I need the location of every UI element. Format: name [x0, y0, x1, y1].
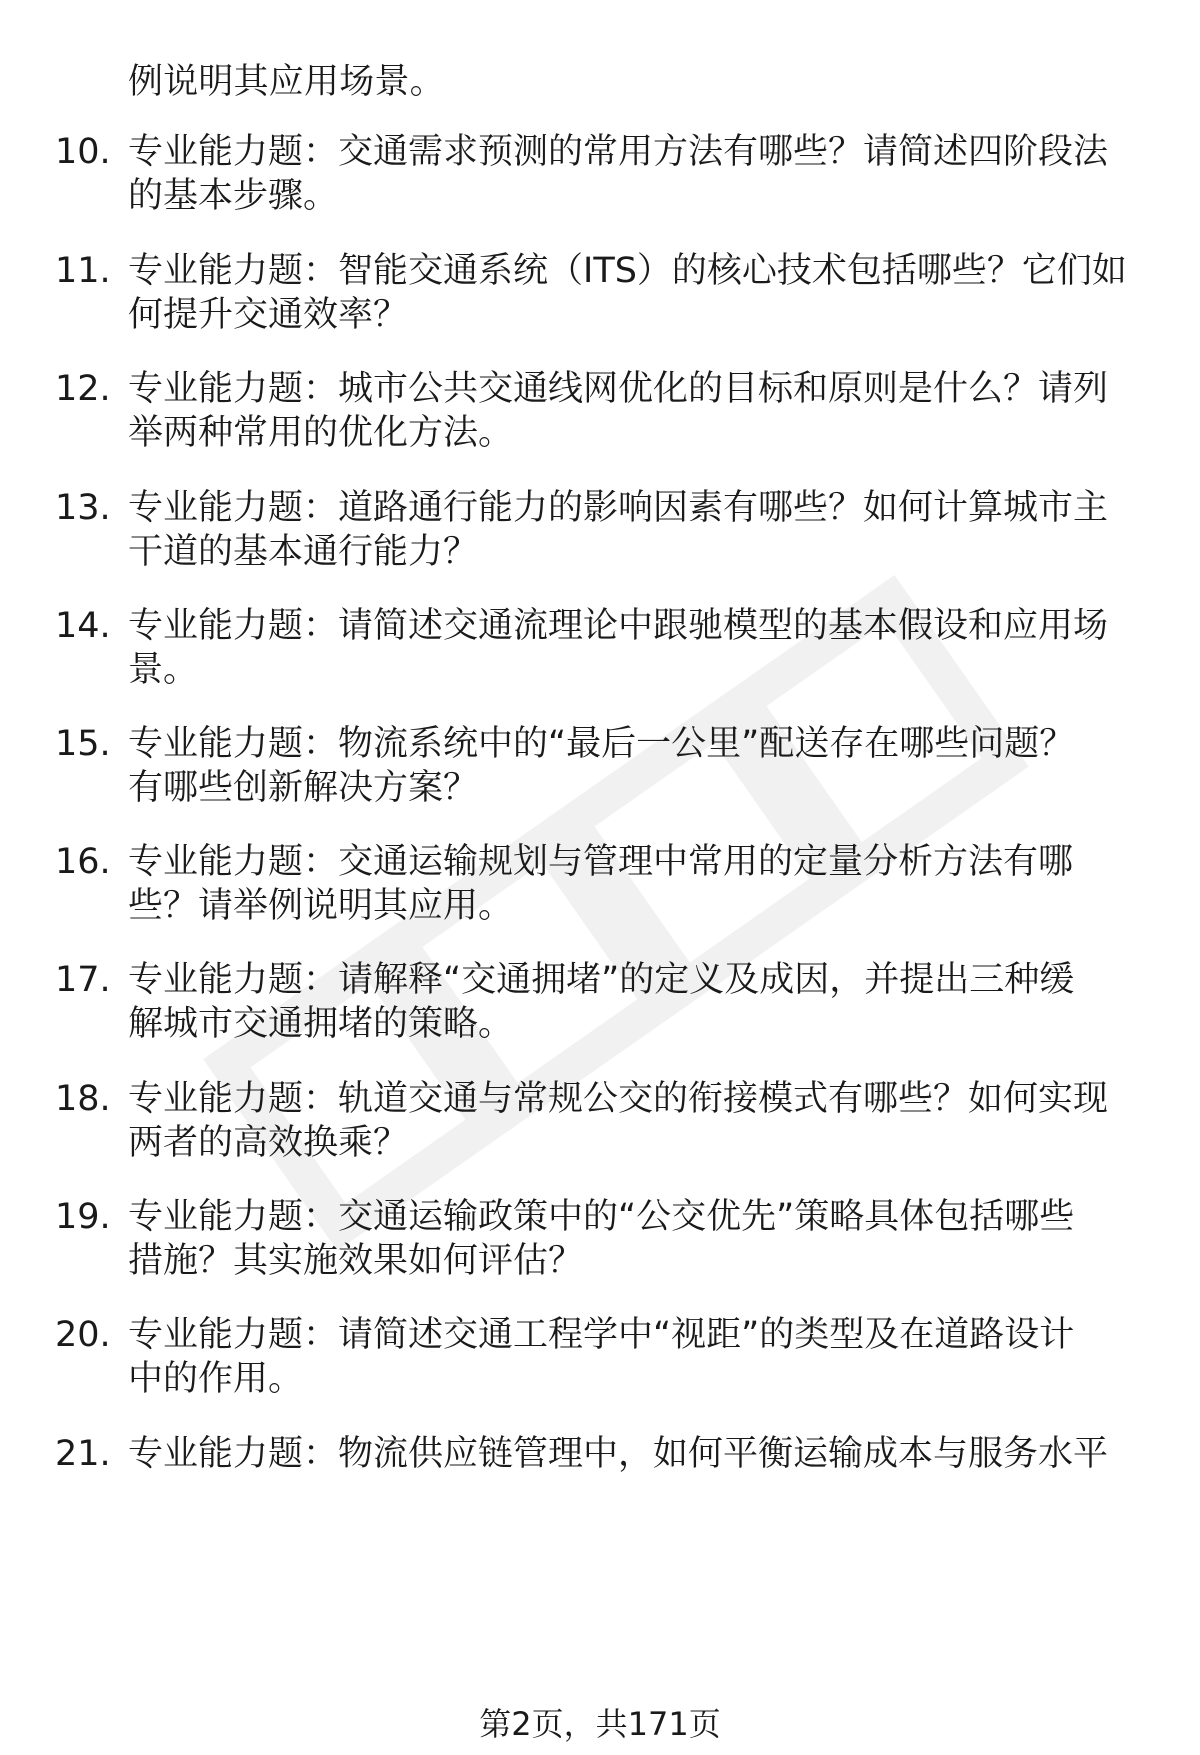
item-text-line: 些？请举例说明其应用。	[128, 886, 514, 926]
item-number: 14.	[55, 606, 111, 646]
item-text-line: 景。	[128, 650, 199, 690]
item-text-line: 专业能力题：请简述交通工程学中“视距”的类型及在道路设计	[128, 1315, 1075, 1355]
item-number: 10.	[55, 132, 111, 172]
item-number: 13.	[55, 488, 111, 528]
item-text-line: 中的作用。	[128, 1359, 304, 1399]
item-text-line: 的基本步骤。	[128, 176, 339, 216]
item-text-line: 专业能力题：物流供应链管理中，如何平衡运输成本与服务水平	[128, 1434, 1109, 1474]
item-text-line: 专业能力题：道路通行能力的影响因素有哪些？如何计算城市主	[128, 488, 1109, 528]
item-text-line: 两者的高效换乘？	[128, 1123, 409, 1163]
item-text-line: 举两种常用的优化方法。	[128, 413, 514, 453]
item-number: 21.	[55, 1434, 111, 1474]
item-number: 11.	[55, 251, 111, 291]
lead-continuation-line: 例说明其应用场景。	[128, 62, 445, 102]
item-text-line: 专业能力题：智能交通系统（ITS）的核心技术包括哪些？它们如	[128, 251, 1127, 291]
item-text-line: 专业能力题：物流系统中的“最后一公里”配送存在哪些问题？	[128, 724, 1075, 764]
item-text-line: 专业能力题：请解释“交通拥堵”的定义及成因，并提出三种缓	[128, 960, 1075, 1000]
item-text-line: 有哪些创新解决方案？	[128, 768, 479, 808]
item-number: 20.	[55, 1315, 111, 1355]
item-number: 17.	[55, 960, 111, 1000]
item-number: 19.	[55, 1197, 111, 1237]
item-text-line: 专业能力题：交通运输规划与管理中常用的定量分析方法有哪	[128, 842, 1074, 882]
item-number: 15.	[55, 724, 111, 764]
item-text-line: 干道的基本通行能力？	[128, 532, 479, 572]
item-text-line: 专业能力题：交通需求预测的常用方法有哪些？请简述四阶段法	[128, 132, 1109, 172]
page-footer: 第2页，共171页	[479, 1705, 721, 1743]
item-text-line: 专业能力题：交通运输政策中的“公交优先”策略具体包括哪些	[128, 1197, 1075, 1237]
item-number: 12.	[55, 369, 111, 409]
item-number: 18.	[55, 1079, 111, 1119]
item-text-line: 解城市交通拥堵的策略。	[128, 1004, 514, 1044]
item-text-line: 专业能力题：请简述交通流理论中跟驰模型的基本假设和应用场	[128, 606, 1109, 646]
item-text-line: 专业能力题：城市公共交通线网优化的目标和原则是什么？请列	[128, 369, 1109, 409]
item-number: 16.	[55, 842, 111, 882]
item-text-line: 何提升交通效率？	[128, 295, 409, 335]
item-text-line: 措施？其实施效果如何评估？	[128, 1241, 584, 1281]
item-text-line: 专业能力题：轨道交通与常规公交的衔接模式有哪些？如何实现	[128, 1079, 1109, 1119]
